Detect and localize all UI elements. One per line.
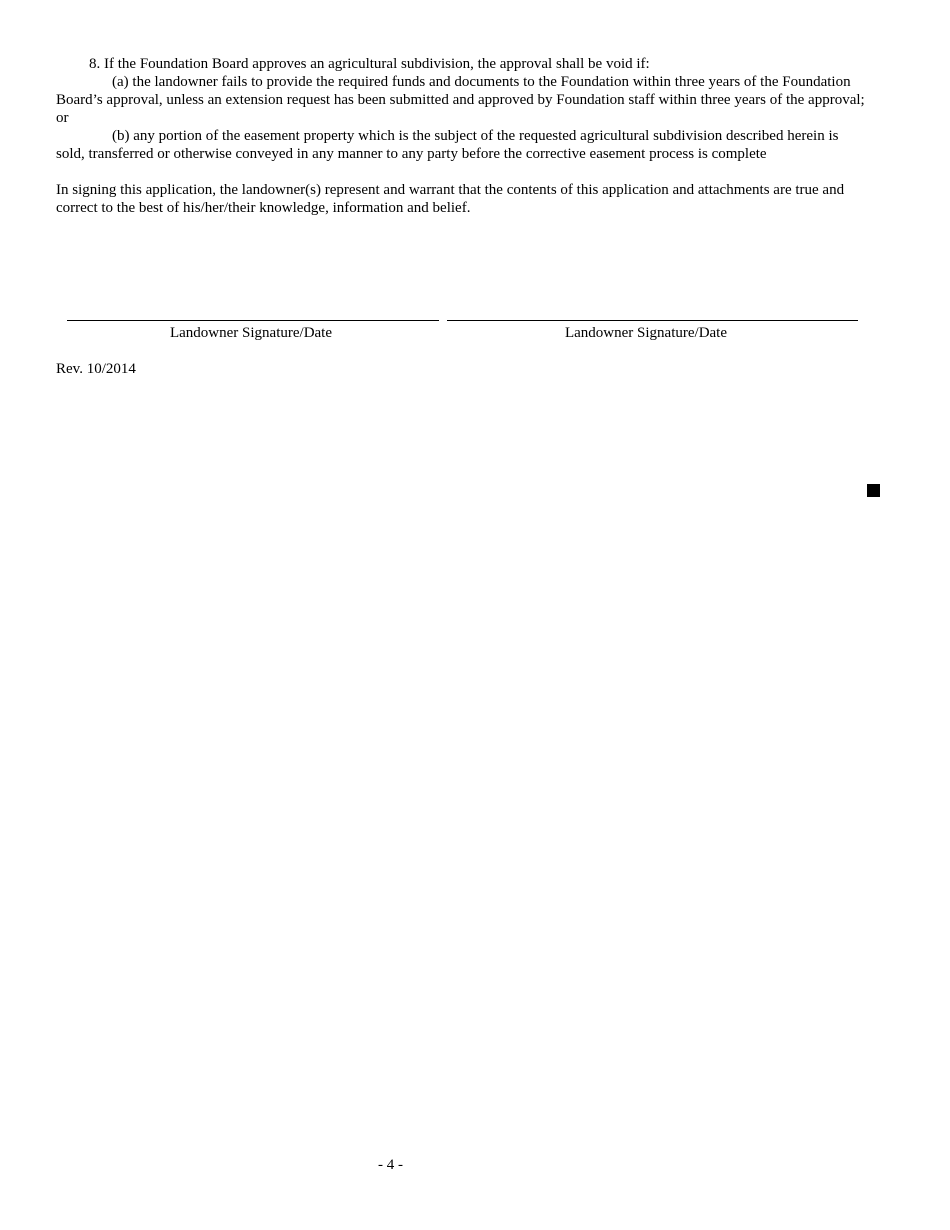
condition-item-a-line-2: Board’s approval, unless an extension request has been submitted and approved by Foundation staff within three years of the approval; [56, 92, 865, 108]
certification-line-2: correct to the best of his/her/their knowledge, information and belief. [56, 200, 471, 216]
condition-item-a-line-1: (a) the landowner fails to provide the required funds and documents to the Foundation within three years of the Foundation [112, 74, 851, 90]
landowner-signature-label-left: Landowner Signature/Date [169, 325, 333, 341]
landowner-signature-line-left [67, 320, 439, 321]
page-number: - 4 - [378, 1157, 403, 1173]
landowner-signature-label-right: Landowner Signature/Date [564, 325, 728, 341]
square-mark-icon [867, 484, 880, 497]
landowner-signature-line-right [447, 320, 858, 321]
certification-line-1: In signing this application, the landowner(s) represent and warrant that the contents of this application and attachments are true and [56, 182, 845, 198]
revision-date: Rev. 10/2014 [56, 361, 136, 377]
condition-item-8: 8. If the Foundation Board approves an agricultural subdivision, the approval shall be void if: [89, 56, 650, 72]
condition-item-a-line-3: or [56, 110, 69, 126]
condition-item-b-line-1: (b) any portion of the easement property which is the subject of the requested agricultural subdivision described herein is [112, 128, 839, 144]
condition-item-b-line-2: sold, transferred or otherwise conveyed in any manner to any party before the corrective easement process is complete [56, 146, 767, 162]
